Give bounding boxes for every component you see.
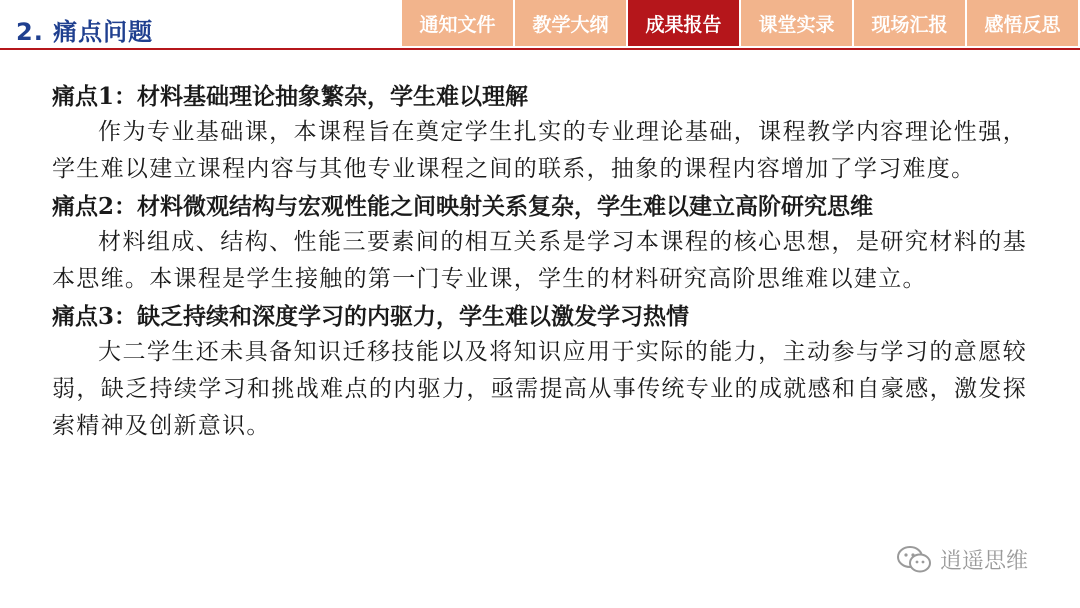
tab-notice-docs[interactable]: 通知文件 [402,0,513,46]
tab-results-report[interactable]: 成果报告 [628,0,739,46]
pain-point-1-body: 作为专业基础课，本课程旨在奠定学生扎实的专业理论基础，课程教学内容理论性强，学生难以建立课程内容与其他专业课程之间的联系，抽象的课程内容增加了学习难度。 [52,119,1027,182]
section-title: 2. 痛点问题 [16,18,154,46]
nav-tabs [402,0,1078,46]
pain-point-3-title: 痛点3：缺乏持续和深度学习的内驱力，学生难以激发学习热情 [52,303,690,330]
tab-onsite-report[interactable]: 现场汇报 [854,0,965,46]
tab-syllabus[interactable]: 教学大纲 [515,0,626,46]
tab-class-recording[interactable]: 课堂实录 [741,0,852,46]
watermark [896,544,1028,575]
pain-point-3-body: 大二学生还未具备知识迁移技能以及将知识应用于实际的能力，主动参与学习的意愿较弱，缺乏持续学习和挑战难点的内驱力，亟需提高从事传统专业的成就感和自豪感，激发探索精神及创新意识。 [52,339,1027,439]
header [0,0,1080,52]
watermark-text: 逍遥思维 [940,549,1029,574]
pain-point-1-title: 痛点1：材料基础理论抽象繁杂，学生难以理解 [52,83,529,110]
wechat-icon [896,545,932,575]
pain-points-content [52,80,1027,447]
pain-point-2-title: 痛点2：材料微观结构与宏观性能之间映射关系复杂，学生难以建立高阶研究思维 [52,193,874,220]
tab-reflections[interactable]: 感悟反思 [967,0,1078,46]
header-divider [0,48,1080,50]
pain-point-2-body: 材料组成、结构、性能三要素间的相互关系是学习本课程的核心思想，是研究材料的基本思维。本课程是学生接触的第一门专业课，学生的材料研究高阶思维难以建立。 [52,229,1027,292]
